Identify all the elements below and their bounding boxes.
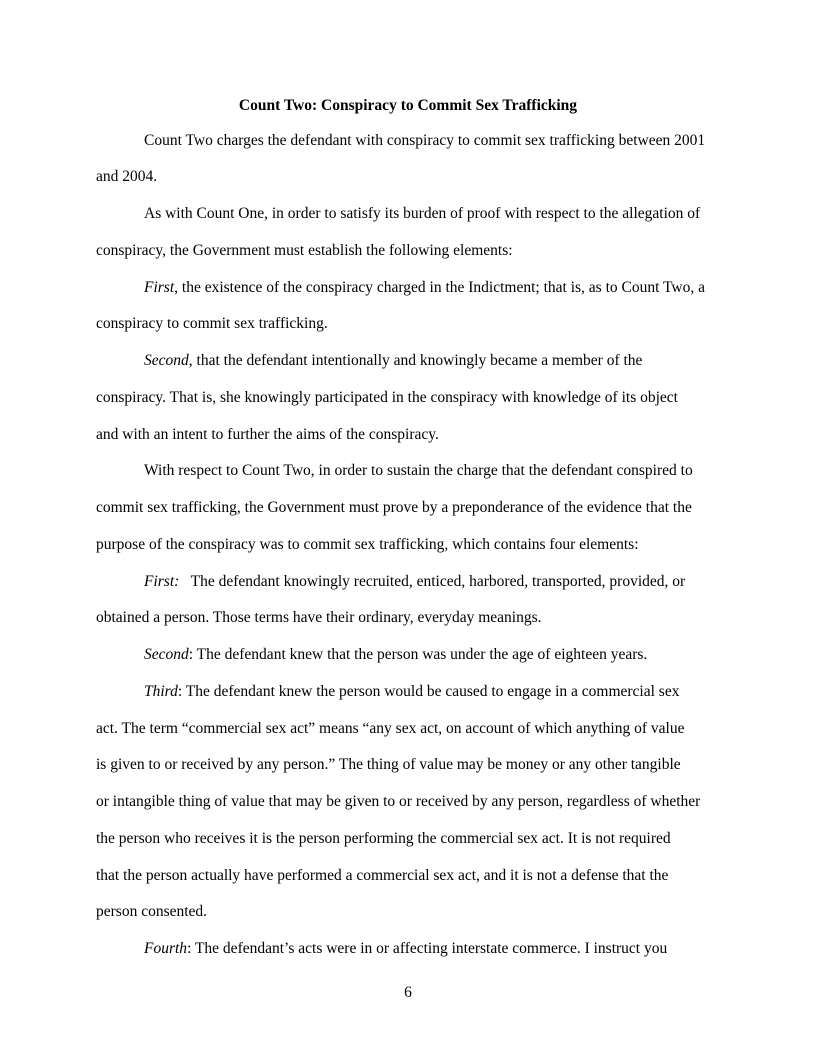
- body-line: [96, 241, 513, 261]
- line-text: The defendant knowingly recruited, enticed, harbored, transported, provided, or: [179, 573, 686, 590]
- body-line: [96, 388, 678, 408]
- body-line: [96, 167, 157, 187]
- line-text: : The defendant knew that the person was under the age of eighteen years.: [188, 646, 648, 663]
- body-line: [96, 755, 681, 775]
- page-number: 6: [404, 984, 412, 1001]
- line-text: With respect to Count Two, in order to sustain the charge that the defendant conspired to: [144, 462, 693, 479]
- emphasis: First: [144, 279, 175, 296]
- body-line: [144, 461, 693, 481]
- body-line: [144, 278, 705, 298]
- body-line: [96, 866, 668, 886]
- line-text: , the existence of the conspiracy charged in the Indictment; that is, as to Count Two, a: [174, 279, 705, 296]
- body-line: [96, 498, 692, 518]
- line-text: conspiracy. That is, she knowingly participated in the conspiracy with knowledge of its object: [96, 389, 678, 406]
- line-text: and with an intent to further the aims of the conspiracy.: [96, 426, 439, 443]
- emphasis: Fourth: [144, 940, 188, 957]
- line-text: purpose of the conspiracy was to commit sex trafficking, which contains four elements:: [96, 536, 639, 553]
- emphasis: Second: [144, 646, 189, 663]
- line-text: : The defendant knew the person would be caused to engage in a commercial sex: [177, 683, 680, 700]
- body-line: [144, 572, 685, 592]
- body-line: [96, 829, 671, 849]
- line-text: that the person actually have performed a commercial sex act, and it is not a defense that the: [96, 867, 669, 884]
- body-line: [96, 608, 541, 628]
- body-line: [96, 792, 700, 812]
- body-line: [144, 131, 705, 151]
- line-text: the person who receives it is the person performing the commercial sex act. It is not required: [96, 830, 671, 847]
- body-line: [144, 682, 679, 702]
- emphasis: First:: [144, 573, 180, 590]
- emphasis: Third: [144, 683, 178, 700]
- line-text: conspiracy, the Government must establish the following elements:: [96, 242, 513, 259]
- line-text: or intangible thing of value that may be given to or received by any person, regardless of whether: [96, 793, 701, 810]
- section-heading: Count Two: Conspiracy to Commit Sex Trafficking: [238, 97, 578, 114]
- line-text: is given to or received by any person.” The thing of value may be money or any other tangible: [96, 756, 681, 773]
- body-line: [96, 902, 207, 922]
- line-text: obtained a person. Those terms have their ordinary, everyday meanings.: [96, 609, 542, 626]
- line-text: and 2004.: [96, 168, 158, 185]
- line-text: act. The term “commercial sex act” means “any sex act, on account of which anything of value: [96, 720, 685, 737]
- body-line: [96, 425, 439, 445]
- line-text: person consented.: [96, 903, 208, 920]
- line-text: conspiracy to commit sex trafficking.: [96, 315, 328, 332]
- line-text: : The defendant’s acts were in or affecting interstate commerce. I instruct you: [187, 940, 668, 957]
- line-text: Count Two charges the defendant with conspiracy to commit sex trafficking between 2001: [144, 132, 706, 149]
- body-line: [144, 204, 700, 224]
- line-text: As with Count One, in order to satisfy its burden of proof with respect to the allegation of: [144, 205, 701, 222]
- body-line: [96, 535, 639, 555]
- body-line: [144, 939, 667, 959]
- body-line: [96, 719, 684, 739]
- line-text: commit sex trafficking, the Government must prove by a preponderance of the evidence that the: [96, 499, 692, 516]
- line-text: , that the defendant intentionally and knowingly became a member of the: [188, 352, 643, 369]
- body-line: [96, 314, 328, 334]
- body-line: [144, 645, 647, 665]
- body-line: [144, 351, 642, 371]
- emphasis: Second: [144, 352, 189, 369]
